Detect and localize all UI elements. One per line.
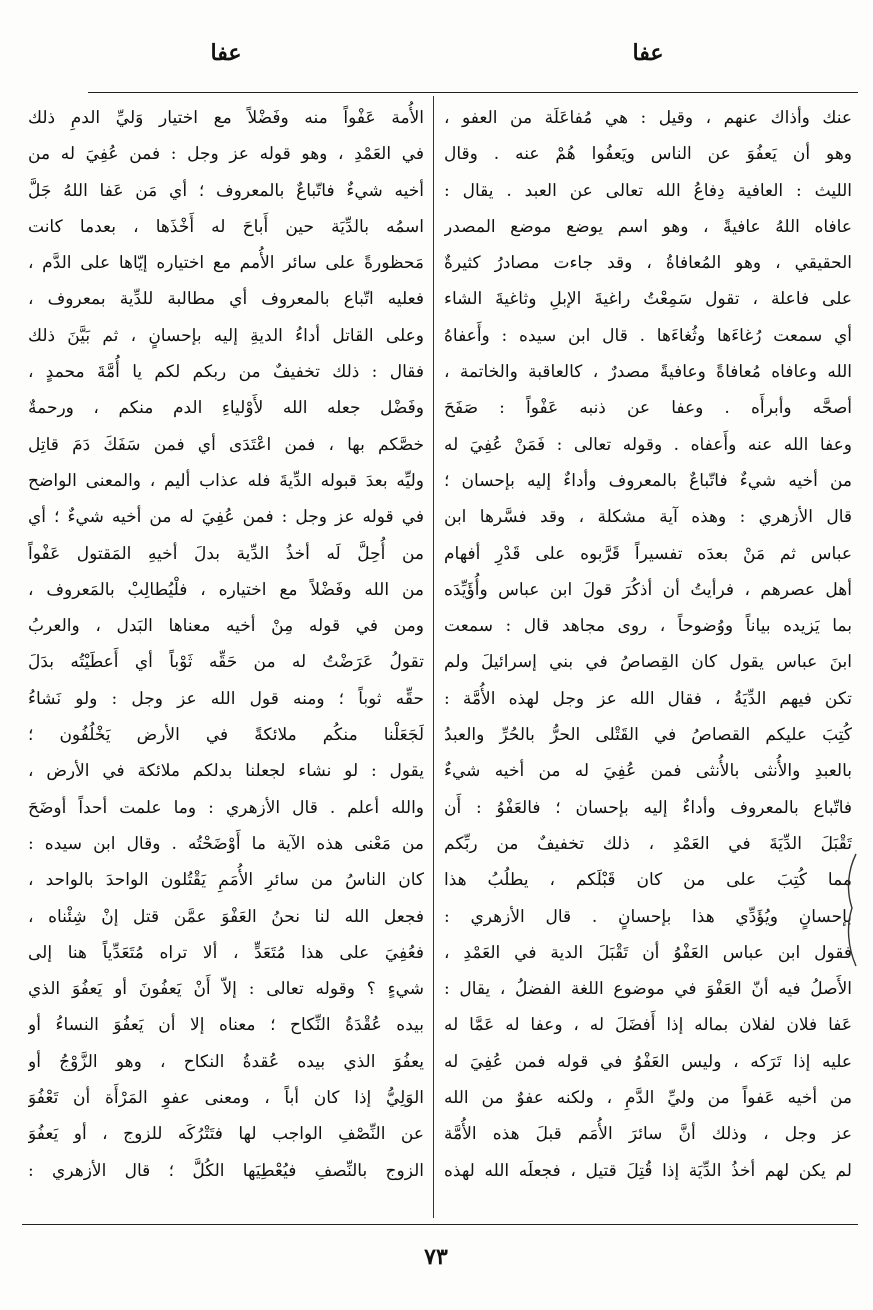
left-column-line: من الله وفَضْلاً مع اختياره ، فلْيُطالِبْ بالمَعروف ، bbox=[28, 579, 424, 600]
right-column-line: تَقْبَلَ الدِّيَةَ في العَمْدِ ، ذلك تخفيفٌ من ربِّكم bbox=[444, 833, 852, 854]
left-column-line: لَجَعَلْنا منكُم ملائكةً في الأرض يَخْلُفُون ؛ bbox=[28, 725, 424, 746]
right-column-line: عنك وأذاك عنهم ، وقيل : هي مُفاعَلَة من العفو ، bbox=[444, 108, 852, 128]
left-column-line: بيده عُقْدَةُ النِّكاح ؛ معناه إلا أن يَعفُوَ النساءُ أو bbox=[28, 1015, 424, 1036]
left-column-line: والله أعلم . قال الأزهري : وما علمت أحداً أوضَحَ bbox=[28, 797, 424, 818]
left-column-line: من أُحِلَّ لَه أخذُ الدِّية بدلَ أخيهِ المَقتول عَفْواً bbox=[28, 543, 424, 564]
right-column-line: الأَصلُ فيه أنّ العَفْوَ في موضوع اللغة الفضلُ ، يقال : bbox=[444, 979, 852, 1000]
left-column-line: أخيه شيءٌ فاتّباعٌ بالمعروف ؛ أي مَن عَفا اللهُ جَلَّ bbox=[28, 180, 424, 201]
right-column-line: لم يكن لهم أخذُ الدِّيَة إذا قُتِلَ قتيل ، فجعلَه الله لهذه bbox=[444, 1160, 852, 1181]
right-text-column bbox=[444, 100, 852, 1189]
right-column-line: تكن فيهم الدِّيَةُ ، فقال الله عز وجل لهذه الأُمَّة : bbox=[444, 688, 852, 709]
left-column-line: عن النِّصْفِ الواجب لها فتَتْرُكَه للزوج ، أو يَعفُوَ bbox=[28, 1124, 424, 1145]
right-column-line: قال الأزهري : وهذه آية مشكلة ، وقد فسَّرها ابن bbox=[444, 507, 852, 528]
right-column-line: بإحسانٍ ويُؤَدِّي هذا بإحسانٍ . قال الأزهري : bbox=[444, 906, 852, 927]
left-column-line: خصَّكم بها ، فمن اعْتَدَى أي فمن سَفَكَ دَمَ قاتِل bbox=[28, 434, 424, 455]
right-column-line: ابنَ عباس يقول كان القِصاصُ في بني إسرائيلَ ولم bbox=[444, 652, 852, 673]
left-column-line: فعُفِيَ على هذا مُتَعَدٍّ ، ألا تراه مُتَعَدِّياً هنا إلى bbox=[28, 942, 424, 963]
left-column-line: الزوج بالنِّصفِ فيُعْطِيَها الكُلَّ ؛ قال الأزهري : bbox=[28, 1160, 424, 1181]
left-column-line: وليِّه بعدَ قبوله الدِّيةَ فله عذاب أليم ، والمعنى الواضح bbox=[28, 470, 424, 491]
right-column-line: الله وعافاه مُعافاةً وعافيةً مصدرٌ ، كالعاقبة والخاتمة ، bbox=[444, 362, 852, 383]
right-column-line: أصحَّه وأبرأَه . وعفا عن ذنبه عَفْواً : صَفَحَ bbox=[444, 398, 852, 419]
right-column-line: من أخيه عَفواً من وليِّ الدَّمِ ، ولكنه عفوٌ من الله bbox=[444, 1088, 852, 1109]
right-column-line: من أخيه شيءٌ فاتّباعٌ بالمعروف وأداءٌ إليه بإحسان ؛ bbox=[444, 470, 852, 491]
right-column-line: الحقيقي ، وهو المُعافاةُ ، وقد جاءت مصادرُ كثيرةٌ bbox=[444, 253, 852, 274]
right-column-line: وهو أن يَعفُوَ عن الناس ويَعفُوا هُمْ عنه . وقال bbox=[444, 144, 852, 165]
right-column-line: فاتّباع بالمعروف وأداءٌ إليه بإحسان ؛ فالعَفْوُ : أَن bbox=[444, 797, 852, 818]
left-column-line: اسمُه بالدِّيَة حين أَباحَ له أَخْذَها ، بعدما كانت bbox=[28, 216, 424, 237]
margin-bracket-annotation bbox=[842, 850, 866, 970]
left-column-line: من مَعْنى هذه الآية ما أَوْضَحْتُه . وقال ابن سيده : bbox=[28, 833, 424, 854]
right-column-line: على فاعلة ، تقول سَمِعْتُ راغيةَ الإبلِ وثاغيةَ الشاء bbox=[444, 289, 852, 310]
left-column-line: يقول : لو نشاء لجعلنا بدلكم ملائكة في الأرض ، bbox=[28, 761, 424, 782]
left-column-line: تقولُ عَرَضْتُ له من حَقِّه ثَوْباً أي أَعطَيْتُه بدَلَ bbox=[28, 652, 424, 673]
right-column-line: عباس ثم مَنْ بعدَه تفسيراً قَرَّبوه على قَدْرِ أفهام bbox=[444, 543, 852, 564]
right-column-line: عز وجل ، وذلك أنَّ سائرَ الأُمَم قبلَ هذه الأُمَّة bbox=[444, 1124, 852, 1145]
right-column-line: مما كُتِبَ على من كان قَبْلَكم ، يطلُبُ هذا bbox=[444, 870, 852, 891]
right-column-line: فقول ابن عباس العَفْوُ أن تَقْبَلَ الدية في العَمْدِ ، bbox=[444, 942, 852, 963]
right-column-line: وعفا الله عنه وأَعفاه . وقوله تعالى : فَمَنْ عُفِيَ له bbox=[444, 434, 852, 455]
page-number: ٧٣ bbox=[424, 1244, 448, 1270]
header-keyword-left: عفا bbox=[210, 40, 242, 66]
left-column-line: الأُمة عَفْواً منه وفَضْلاً مع اختيار وَليِّ الدمِ ذلك bbox=[28, 108, 424, 128]
right-column-line: عافاه اللهُ عافيةً ، وهو اسم يوضع موضع المصدر bbox=[444, 216, 852, 237]
header-rule bbox=[88, 92, 858, 93]
left-column-line: وعلى القاتل أداءُ الديةِ إليه بإحسانٍ ، ثم بَيَّنَ ذلك bbox=[28, 325, 424, 346]
left-column-line: فجعل الله لنا نحنُ العَفْوَ عمَّن قتل إنْ شِئْناه ، bbox=[28, 906, 424, 927]
header-keyword-right: عفا bbox=[632, 40, 664, 66]
right-column-line: أهل عصرهم ، فرأيتُ أن أذكُرَ قولَ ابن عباس وأُؤَيِّدَه bbox=[444, 579, 852, 600]
column-divider bbox=[433, 96, 434, 1218]
left-column-line: وفَضْل جعله الله لأَوْلياءِ الدم منكم ، ورحمةٌ bbox=[28, 398, 424, 419]
left-column-line: فعليه اتّباع بالمعروف أي مطالبة للدِّية بمعروف ، bbox=[28, 289, 424, 310]
left-column-line: يعفُوَ الذي بيده عُقدةُ النكاح ، وهو الزَّوْجُ أو bbox=[28, 1051, 424, 1072]
left-column-line: في العَمْدِ ، وهو قوله عز وجل : فمن عُفِيَ له من bbox=[28, 144, 424, 165]
right-column-line: عليه إذا تَرَكه ، وليس العَفْوُ في قوله فمن عُفِيَ له bbox=[444, 1051, 852, 1072]
right-column-line: عَفا فلان لفلان بماله إذا أَفضَلَ له ، وعفا له عَمَّا له bbox=[444, 1015, 852, 1036]
left-column-line: حقِّه ثوباً ؛ ومنه قول الله عز وجل : ولو نَشاءُ bbox=[28, 688, 424, 709]
left-column-line: فقال : ذلك تخفيفٌ من ربكم لكم يا أُمَّةَ محمدٍ ، bbox=[28, 362, 424, 383]
left-column-line: الوَلِيُّ إذا كان أباً ، ومعنى عفوِ المَرْأَة أن تَعْفُوَ bbox=[28, 1088, 424, 1109]
left-column-line: ومن في قوله مِنْ أخيه معناها البَدل ، والعربُ bbox=[28, 616, 424, 637]
right-column-line: كُتِبَ عليكم القصاصُ في القَتْلى الحرُّ بالحُرِّ والعبدُ bbox=[444, 725, 852, 746]
left-column-line: كان الناسُ من سائرِ الأُمَمِ يَقْتُلون الواحدَ بالواحد ، bbox=[28, 870, 424, 891]
footer-rule bbox=[22, 1224, 858, 1225]
right-column-line: بما يَزيده بياناً ووُضوحاً ، روى مجاهد قال : سمعت bbox=[444, 616, 852, 637]
right-column-line: الليث : العافية دِفاعُ الله تعالى عن العبد . يقال : bbox=[444, 180, 852, 201]
left-column-line: مَحظورةً على سائر الأُمم مع اختياره إيّاها على الدَّم ، bbox=[28, 253, 424, 274]
right-column-line: بالعبدِ والأُنثى بالأُنثى فمن عُفِيَ له من أخيه شيءٌ bbox=[444, 761, 852, 782]
left-text-column bbox=[28, 100, 424, 1189]
right-column-line: أي سمعت رُغاءَها وثُغاءَها . قال ابن سيده : وأَعفاهُ bbox=[444, 325, 852, 346]
left-column-line: شيءٍ ؟ وقوله تعالى : إلاّ أَنْ يَعفُونَ أو يَعفُوَ الذي bbox=[28, 979, 424, 1000]
left-column-line: في قوله عز وجل : فمن عُفِيَ له من أخيه شيءٌ ؛ أي bbox=[28, 507, 424, 528]
